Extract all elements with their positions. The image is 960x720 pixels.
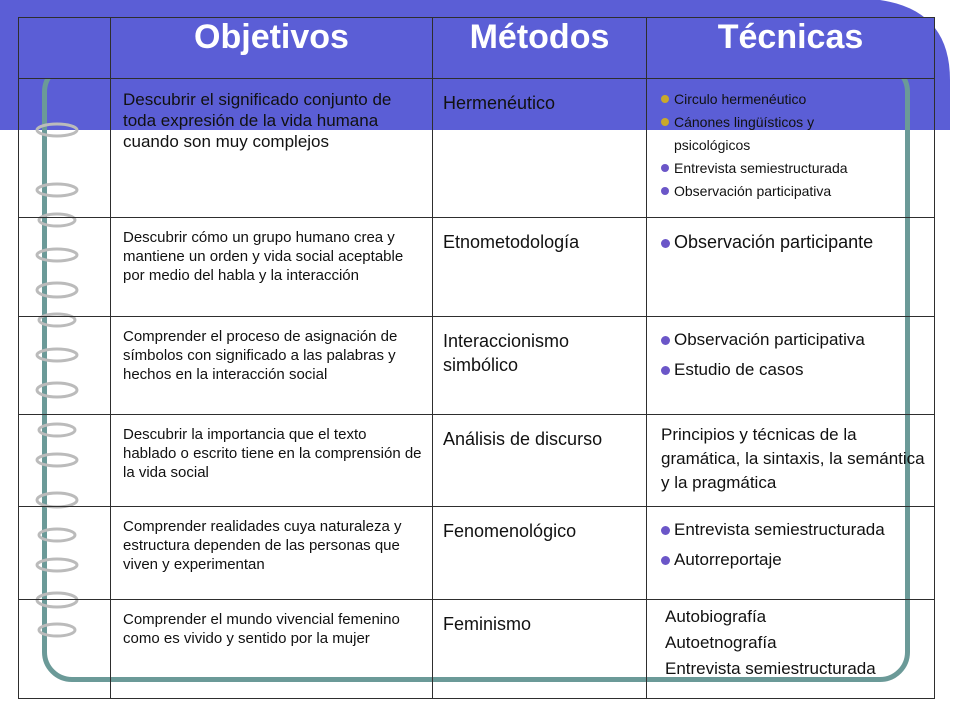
header-objetivos: Objetivos bbox=[111, 18, 433, 79]
objetivo-cell: Comprender el proceso de asignación de símbolos con significado a las palabras y hechos en la interacción social bbox=[123, 328, 398, 383]
tecnicas-list bbox=[661, 519, 928, 571]
table-row bbox=[19, 317, 935, 415]
metodo-cell: Etnometodología bbox=[443, 232, 580, 252]
tecnica-item: Circulo hermenéutico bbox=[661, 89, 928, 109]
table-row bbox=[19, 218, 935, 317]
objetivo-cell: Comprender realidades cuya naturaleza y estructura dependen de las personas que viven y experimentan bbox=[123, 518, 402, 573]
tecnica-item: Entrevista semiestructurada bbox=[661, 519, 928, 541]
objetivo-cell: Descubrir el significado conjunto de toda expresión de la vida humana cuando son muy complejos bbox=[123, 90, 392, 151]
tecnica-line: Autoetnografía bbox=[665, 633, 777, 652]
tecnica-item: Cánones lingüísticos y bbox=[661, 112, 928, 132]
tecnica-item: Estudio de casos bbox=[661, 359, 928, 381]
tecnica-item: Observación participativa bbox=[661, 329, 928, 351]
header-row bbox=[19, 18, 935, 79]
tecnica-item: Entrevista semiestructurada bbox=[661, 158, 928, 178]
tecnica-line: Autobiografía bbox=[665, 607, 767, 626]
table-row bbox=[19, 79, 935, 218]
header-tecnicas: Técnicas bbox=[647, 18, 935, 79]
tecnicas-list bbox=[661, 329, 928, 381]
side-cell bbox=[19, 218, 111, 317]
methods-table bbox=[18, 17, 935, 699]
objetivo-cell: Comprender el mundo vivencial femenino como es vivido y sentido por la mujer bbox=[123, 611, 400, 647]
tecnicas-list bbox=[661, 89, 928, 201]
tecnica-item: Observación participativa bbox=[661, 181, 928, 201]
header-corner-cell bbox=[19, 18, 111, 79]
metodo-cell: Interaccionismo simbólico bbox=[443, 331, 570, 375]
side-cell bbox=[19, 79, 111, 218]
side-cell bbox=[19, 317, 111, 415]
table-row bbox=[19, 507, 935, 600]
side-cell bbox=[19, 600, 111, 699]
tecnica-item: Observación participante bbox=[661, 230, 928, 254]
metodo-cell: Análisis de discurso bbox=[443, 429, 603, 449]
tecnicas-text: Principios y técnicas de la gramática, la sintaxis, la semántica y la pragmática bbox=[661, 425, 925, 492]
table-row bbox=[19, 415, 935, 507]
side-cell bbox=[19, 415, 111, 507]
side-cell bbox=[19, 507, 111, 600]
objetivo-cell: Descubrir la importancia que el texto hablado o escrito tiene en la comprensión de la vida social bbox=[123, 426, 422, 481]
metodo-cell: Hermenéutico bbox=[443, 93, 556, 113]
table-row bbox=[19, 600, 935, 699]
tecnicas-list bbox=[661, 230, 928, 254]
header-metodos: Métodos bbox=[433, 18, 647, 79]
tecnica-line: Entrevista semiestructurada bbox=[665, 659, 876, 678]
metodo-cell: Feminismo bbox=[443, 614, 532, 634]
objetivo-cell: Descubrir cómo un grupo humano crea y mantiene un orden y vida social aceptable por medio del habla y la interacción bbox=[123, 229, 404, 284]
tecnica-item: Autorreportaje bbox=[661, 549, 928, 571]
tecnica-item-continued: psicológicos bbox=[674, 137, 751, 153]
metodo-cell: Fenomenológico bbox=[443, 521, 577, 541]
